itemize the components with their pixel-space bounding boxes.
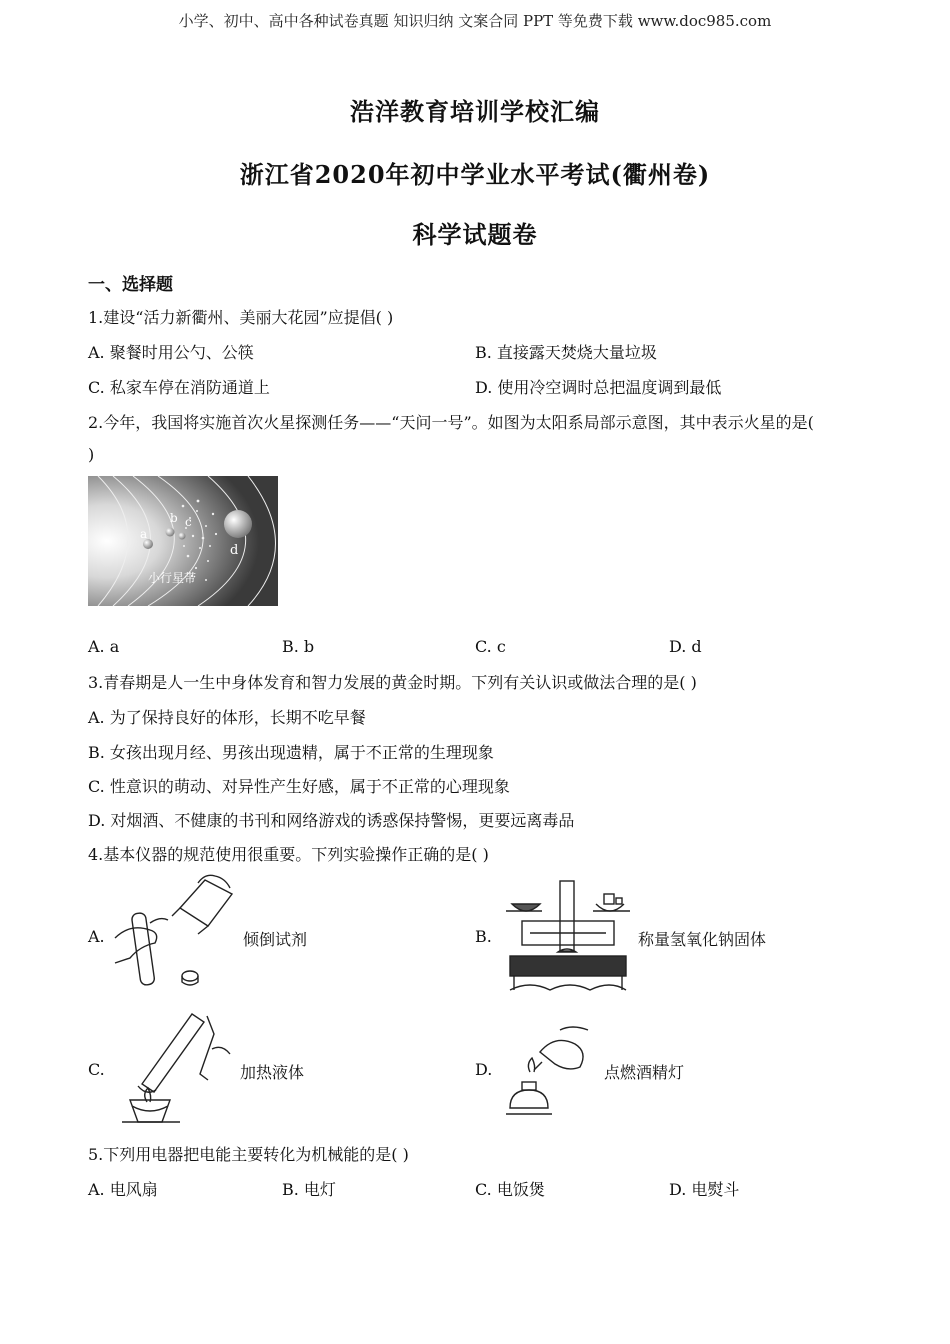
q5-option-d: D. 电熨斗: [669, 1180, 740, 1199]
planet-b: [166, 528, 175, 537]
q3-option-b: B. 女孩出现月经、男孩出现遗精，属于不正常的生理现象: [88, 743, 494, 762]
heating-liquid-figure: [112, 1004, 237, 1126]
label-a: a: [140, 527, 148, 541]
q1-option-c: C. 私家车停在消防通道上: [88, 378, 270, 397]
q3-option-a: A. 为了保持良好的体形，长期不吃早餐: [88, 708, 366, 727]
q3-option-c: C. 性意识的萌动、对异性产生好感，属于不正常的心理现象: [88, 777, 510, 796]
q5-stem: 5.下列用电器把电能主要转化为机械能的是( ): [88, 1145, 409, 1164]
label-asteroid-belt: 小行星带: [148, 571, 197, 585]
planet-d: [224, 510, 252, 538]
q1-stem: 1.建设“活力新衢州、美丽大花园”应提倡( ): [88, 308, 394, 327]
q2-stem: 2.今年，我国将实施首次火星探测任务——“天问一号”。如图为太阳系局部示意图，其中表示火星的是(: [88, 413, 814, 432]
q5-option-c: C. 电饭煲: [475, 1180, 545, 1199]
q2-option-c: C. c: [475, 637, 506, 656]
solar-system-figure: [88, 476, 278, 606]
q4-stem: 4.基本仪器的规范使用很重要。下列实验操作正确的是( ): [88, 845, 489, 864]
balance-figure: [500, 876, 635, 996]
label-c: c: [185, 515, 192, 529]
page-header: 小学、初中、高中各种试卷真题 知识归纳 文案合同 PPT 等免费下载 www.doc985.com: [178, 12, 772, 30]
school-title: 浩洋教育培训学校汇编: [350, 97, 600, 126]
q2-option-b: B. b: [282, 637, 315, 656]
q4-option-c-caption: 加热液体: [240, 1063, 305, 1082]
exam-title: 浙江省2020年初中学业水平考试(衢州卷): [239, 160, 711, 189]
q4-option-c-letter: C.: [88, 1060, 105, 1079]
planet-c: [179, 533, 186, 540]
q5-option-b: B. 电灯: [282, 1180, 336, 1199]
q4-option-a-caption: 倾倒试剂: [243, 930, 308, 949]
q4-option-a-letter: A.: [88, 927, 105, 946]
q1-option-a: A. 聚餐时用公勺、公筷: [88, 343, 254, 362]
q4-option-b-caption: 称量氢氧化钠固体: [638, 930, 767, 949]
q1-option-b: B. 直接露天焚烧大量垃圾: [475, 343, 657, 362]
q4-option-b-letter: B.: [475, 927, 492, 946]
q1-option-d: D. 使用冷空调时总把温度调到最低: [475, 378, 722, 397]
q4-option-d-caption: 点燃酒精灯: [604, 1063, 685, 1082]
section-heading: 一、选择题: [88, 275, 173, 295]
q2-option-a: A. a: [88, 637, 120, 656]
q2-stem-end: ): [88, 445, 95, 464]
q3-option-d: D. 对烟酒、不健康的书刊和网络游戏的诱惑保持警惕，更要远离毒品: [88, 811, 575, 830]
paper-title: 科学试题卷: [412, 220, 538, 249]
label-b: b: [170, 511, 178, 525]
alcohol-lamp-figure: [500, 1022, 600, 1122]
q4-option-d-letter: D.: [475, 1060, 493, 1079]
pouring-reagent-figure: [110, 868, 240, 993]
label-d: d: [230, 543, 239, 558]
q5-option-a: A. 电风扇: [88, 1180, 158, 1199]
q2-option-d: D. d: [669, 637, 702, 656]
q3-stem: 3.青春期是人一生中身体发育和智力发展的黄金时期。下列有关认识或做法合理的是( ): [88, 673, 697, 692]
